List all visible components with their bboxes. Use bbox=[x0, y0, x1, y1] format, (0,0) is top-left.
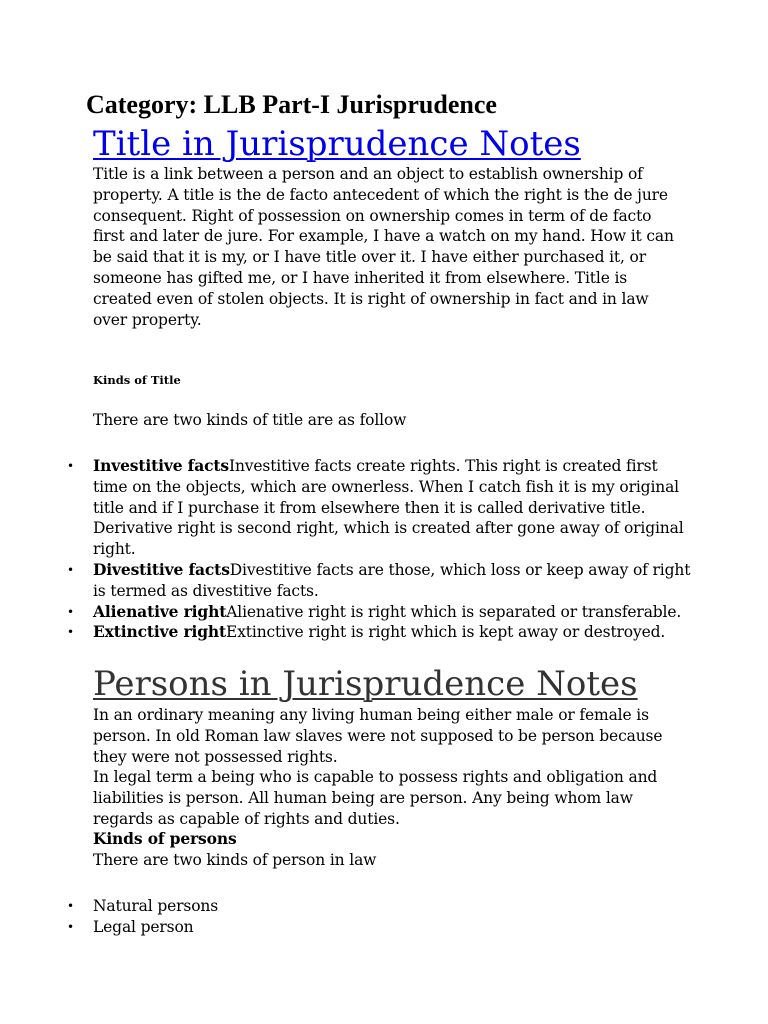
bullet-description: Divestitive facts are those, which loss or keep away of right is termed as divestitive facts. bbox=[93, 560, 691, 600]
persons-legal-paragraph: In legal term a being who is capable to possess rights and obligation and liabilities is person. All human being are person. Any being whom law regards as capable of rights and duties. bbox=[93, 768, 658, 828]
list-item bbox=[67, 456, 693, 560]
bullet-description: Alienative right is right which is separated or transferable. bbox=[226, 602, 682, 621]
bullet-description: Extinctive right is right which is kept away or destroyed. bbox=[226, 623, 666, 642]
list-item bbox=[67, 601, 693, 623]
bullet-term: Investitive facts bbox=[93, 456, 229, 475]
kinds-of-persons-intro: There are two kinds of person in law bbox=[93, 851, 377, 869]
bullet-icon: • bbox=[67, 604, 74, 619]
title-intro-paragraph: Title is a link between a person and an object to establish ownership of property. A title is the de facto antecedent of which the right is the de jure consequent. Right of possession on ownership comes in term of de facto first and later de jure. For example, I have a watch on my hand. How it can be said that it is my, or I have title over it. I have either purchased it, or someone has gifted me, or I have inherited it from elsewhere. Title is created even of stolen objects. It is right of ownership in fact and in law over property. bbox=[93, 165, 674, 329]
persons-heading-link[interactable]: Persons in Jurisprudence Notes bbox=[93, 664, 638, 704]
bullet-text: Legal person bbox=[93, 917, 194, 936]
bullet-icon: • bbox=[67, 899, 74, 913]
list-item bbox=[67, 559, 693, 602]
bullet-term: Extinctive right bbox=[93, 622, 227, 642]
kinds-of-title-heading: Kinds of Title bbox=[93, 373, 181, 387]
kinds-of-title-intro: There are two kinds of title are as follow bbox=[93, 411, 407, 429]
bullet-term: Alienative right bbox=[93, 601, 227, 621]
kinds-of-persons-heading: Kinds of persons bbox=[93, 829, 237, 848]
bullet-icon: • bbox=[67, 562, 74, 577]
bullet-icon: • bbox=[67, 459, 74, 473]
title-kinds-list bbox=[67, 456, 693, 643]
list-item bbox=[67, 896, 693, 917]
title-heading-link[interactable]: Title in Jurisprudence Notes bbox=[93, 124, 581, 164]
bullet-term: Divestitive facts bbox=[93, 559, 230, 579]
bullet-icon: • bbox=[67, 625, 74, 640]
persons-kinds-list bbox=[67, 896, 693, 938]
list-item bbox=[67, 622, 693, 643]
bullet-icon: • bbox=[67, 919, 74, 934]
bullet-description: Investitive facts create rights. This right is created first time on the objects, which are ownerless. When I catch fish it is my original title and if I purchase it from elsewhere then it is called derivative title. Derivative right is second right, which is created after gone away of original right. bbox=[93, 457, 684, 559]
bullet-text: Natural persons bbox=[93, 897, 219, 915]
persons-ordinary-paragraph: In an ordinary meaning any living human being either male or female is person. In old Roman law slaves were not supposed to be person because they were not possessed rights. bbox=[93, 706, 663, 766]
category-label: Category: LLB Part-I Jurisprudence bbox=[86, 90, 497, 119]
list-item bbox=[67, 917, 693, 938]
